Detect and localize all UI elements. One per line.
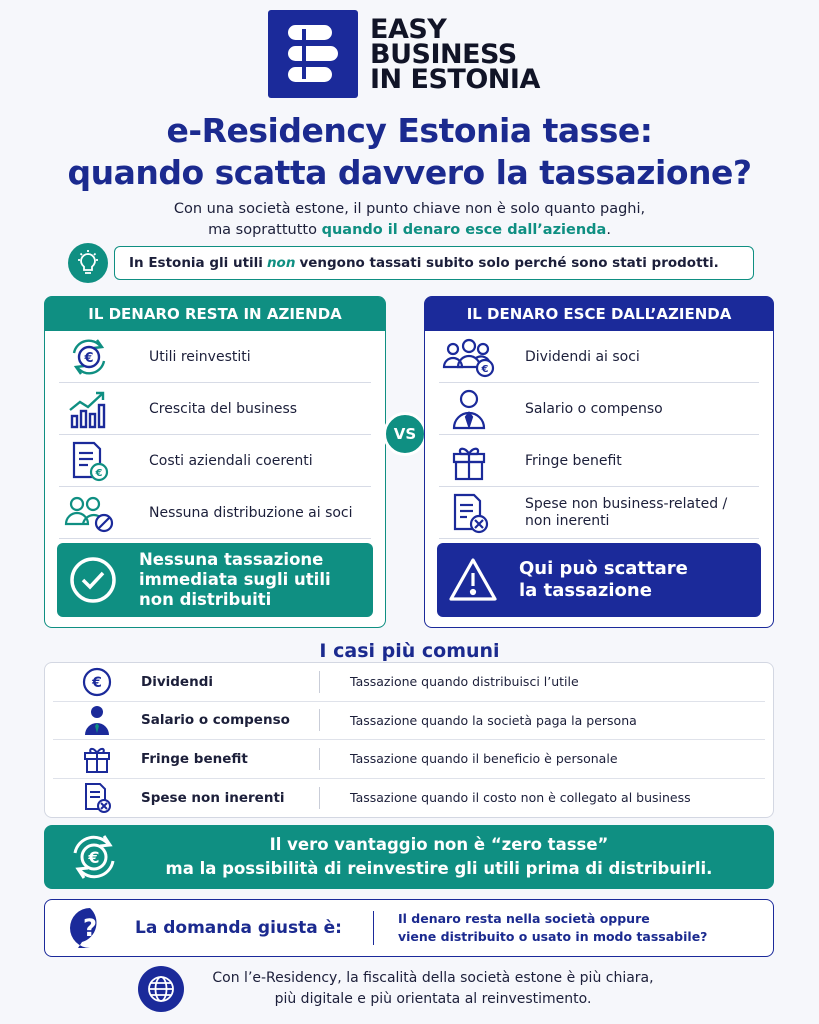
- subtitle-line-2: [0, 220, 819, 241]
- callout-line-1: Nessuna tassazione: [139, 550, 324, 569]
- cases-table: [44, 662, 774, 818]
- brand-name: [370, 13, 540, 95]
- list-item: [439, 435, 759, 487]
- table-row: [53, 779, 765, 818]
- brand-line-1: EASY: [370, 13, 447, 45]
- question-divider: [373, 911, 374, 945]
- table-row: [53, 663, 765, 702]
- invoice-euro-icon: [59, 438, 119, 484]
- subtitle-pre: ma soprattutto: [208, 222, 322, 238]
- document-x-icon: [53, 782, 141, 814]
- key-note: [68, 243, 754, 283]
- subtitle-emphasis: quando il denaro esce dall’azienda: [321, 222, 607, 238]
- globe-icon: [138, 966, 184, 1012]
- list-item-label: Salario o compenso: [525, 400, 663, 417]
- list-item-label: Utili reinvestiti: [149, 348, 251, 365]
- svg-text:€: €: [92, 674, 102, 691]
- row-divider: [319, 787, 320, 809]
- advantage-line-2: ma la possibilità di reinvestire gli utili prima di distribuirli.: [165, 859, 713, 878]
- advantage-line-1: Il vero vantaggio non è “zero tasse”: [269, 835, 609, 854]
- page-subtitle: [0, 199, 819, 241]
- list-item-label: Fringe benefit: [525, 452, 622, 469]
- brand-line-3: IN ESTONIA: [370, 63, 540, 95]
- table-row: [53, 702, 765, 741]
- money-leaves-heading: IL DENARO ESCE DALL’AZIENDA: [425, 297, 773, 331]
- table-row: [53, 740, 765, 779]
- list-item-label: Nessuna distribuzione ai soci: [149, 504, 353, 521]
- list-item-label: Crescita del business: [149, 400, 298, 417]
- footer-note: [138, 966, 668, 1012]
- page-title: [0, 110, 819, 194]
- question-bubble-icon: [45, 906, 135, 950]
- key-note-text: [114, 246, 754, 280]
- advantage-banner: [44, 825, 774, 889]
- list-item-label: Dividendi ai soci: [525, 348, 640, 365]
- list-item-label: Costi aziendali coerenti: [149, 452, 313, 469]
- list-item: [59, 487, 371, 539]
- list-item-label: Spese non business-related /: [525, 495, 728, 512]
- case-description: Tassazione quando la società paga la persona: [350, 712, 637, 728]
- footer-line-2: più digitale e più orientata al reinvestimento.: [274, 991, 592, 1007]
- subtitle-post: .: [606, 222, 611, 238]
- question-line-2: viene distribuito o usato in modo tassabile?: [398, 929, 708, 944]
- note-pre: In Estonia gli utili: [129, 255, 263, 271]
- svg-text:?: ?: [83, 914, 97, 942]
- lightbulb-icon: [68, 243, 108, 283]
- title-line-1: e-Residency Estonia tasse:: [166, 111, 653, 150]
- euro-cycle-icon: [59, 334, 119, 380]
- euro-cycle-icon: [44, 832, 144, 882]
- callout-line-3: non distribuiti: [139, 590, 272, 609]
- brand-logo: [268, 10, 540, 98]
- versus-badge: VS: [383, 412, 427, 456]
- list-item: [59, 435, 371, 487]
- case-description: Tassazione quando il beneficio è personale: [350, 751, 618, 767]
- people-euro-icon: [439, 334, 499, 380]
- list-item: [59, 383, 371, 435]
- warning-icon: [437, 556, 509, 604]
- note-post: vengono tassati subito solo perché sono stati prodotti.: [299, 255, 719, 271]
- brand-mark-icon: [268, 10, 358, 98]
- case-name: Salario o compenso: [141, 712, 290, 729]
- title-line-2: quando scatta davvero la tassazione?: [67, 153, 752, 192]
- document-x-icon: [439, 490, 499, 536]
- question-line-1: Il denaro resta nella società oppure: [398, 911, 650, 926]
- question-label: La domanda giusta è:: [135, 918, 342, 938]
- list-item: [439, 331, 759, 383]
- check-circle-icon: [57, 555, 129, 605]
- money-stays-heading: IL DENARO RESTA IN AZIENDA: [45, 297, 385, 331]
- row-divider: [319, 709, 320, 731]
- case-name: Fringe benefit: [141, 750, 248, 767]
- svg-text:€: €: [481, 363, 489, 375]
- gift-icon: [53, 743, 141, 775]
- tax-triggered-callout: [437, 543, 761, 617]
- key-question-box: [44, 899, 774, 957]
- case-description: Tassazione quando distribuisci l’utile: [350, 674, 579, 690]
- row-divider: [319, 748, 320, 770]
- subtitle-line-1: Con una società estone, il punto chiave non è solo quanto paghi,: [173, 201, 646, 217]
- gift-icon: [439, 438, 499, 484]
- callout-line-2: la tassazione: [519, 580, 652, 601]
- case-name: Dividendi: [141, 673, 213, 690]
- callout-line-2: immediata sugli utili: [139, 570, 331, 589]
- brand-line-2: BUSINESS: [370, 38, 517, 70]
- row-divider: [319, 671, 320, 693]
- list-item: [59, 331, 371, 383]
- svg-text:€: €: [88, 848, 100, 867]
- svg-text:€: €: [84, 350, 94, 366]
- person-tie-icon: [53, 704, 141, 736]
- growth-chart-icon: [59, 386, 119, 432]
- note-emphasis: non: [266, 255, 296, 271]
- footer-line-1: Con l’e-Residency, la fiscalità della società estone è più chiara,: [212, 970, 654, 986]
- person-tie-icon: [439, 386, 499, 432]
- list-item-label-2: non inerenti: [525, 512, 610, 529]
- people-blocked-icon: [59, 490, 119, 536]
- money-leaves-panel: [424, 296, 774, 628]
- euro-circle-icon: [53, 666, 141, 698]
- callout-line-1: Qui può scattare: [519, 558, 688, 579]
- list-item: [439, 487, 759, 539]
- money-stays-panel: [44, 296, 386, 628]
- list-item: [439, 383, 759, 435]
- no-tax-callout: [57, 543, 373, 617]
- cases-title: I casi più comuni: [319, 640, 500, 662]
- svg-text:€: €: [95, 467, 103, 479]
- case-description: Tassazione quando il costo non è collegato al business: [350, 790, 691, 806]
- case-name: Spese non inerenti: [141, 789, 285, 806]
